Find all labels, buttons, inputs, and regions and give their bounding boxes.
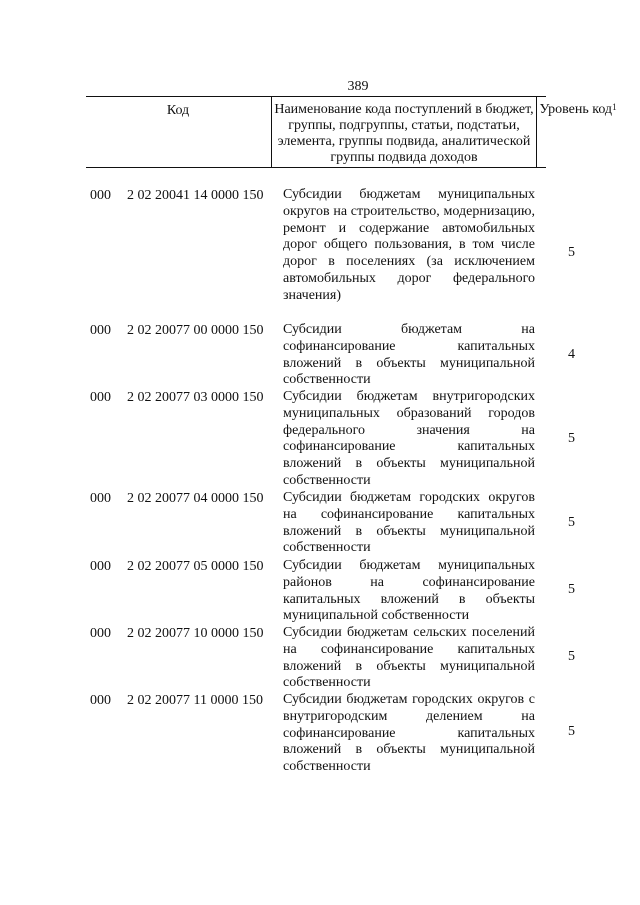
row-name: Субсидии бюджетам городских округов на софинансирование капитальных вложений в объекты муниципальной собственности: [283, 490, 535, 556]
row-code: 2 02 20041 14 0000 150: [127, 188, 264, 203]
row-name: Субсидии бюджетам на софинансирование капитальных вложений в объекты муниципальной собственности: [283, 322, 535, 388]
row-name: Субсидии бюджетам городских округов с внутригородским делением на софинансирование капитальных вложений в объекты муниципальной собственности: [283, 692, 535, 775]
row-name: Субсидии бюджетам муниципальных округов на строительство, модернизацию, ремонт и содержание автомобильных дорог общего пользования, в том числе дорог в поселениях (за исключением автомобильных дорог федерального значения): [283, 187, 535, 303]
header-level: [538, 97, 618, 167]
row-name: Субсидии бюджетам сельских поселений на софинансирование капитальных вложений в объекты муниципальной собственности: [283, 625, 535, 691]
row-prefix: 000: [90, 491, 111, 506]
header-level-footnote: 1: [612, 102, 617, 112]
header-level-text: Уровень код: [539, 102, 613, 117]
table-header: [86, 96, 617, 168]
row-code: 2 02 20077 05 0000 150: [127, 559, 264, 574]
row-level: 5: [568, 649, 575, 664]
row-level: 5: [568, 245, 575, 260]
row-level: 5: [568, 582, 575, 597]
row-code: 2 02 20077 04 0000 150: [127, 491, 264, 506]
row-level: 5: [568, 431, 575, 446]
row-prefix: 000: [90, 559, 111, 574]
row-name: Субсидии бюджетам муниципальных районов на софинансирование капитальных вложений в объекты муниципальной собственности: [283, 558, 535, 624]
header-name: Наименование кода поступлений в бюджет, группы, подгруппы, статьи, подстатьи, элемента, группы подвида, аналитической группы подвида доходов: [271, 97, 537, 167]
row-level: 5: [568, 724, 575, 739]
row-level: 4: [568, 347, 575, 362]
row-prefix: 000: [90, 188, 111, 203]
row-prefix: 000: [90, 693, 111, 708]
page-number: 389: [347, 79, 369, 94]
row-code: 2 02 20077 03 0000 150: [127, 390, 264, 405]
row-code: 2 02 20077 00 0000 150: [127, 323, 264, 338]
row-code: 2 02 20077 11 0000 150: [127, 693, 263, 708]
row-code: 2 02 20077 10 0000 150: [127, 626, 264, 641]
row-prefix: 000: [90, 390, 111, 405]
row-name: Субсидии бюджетам внутригородских муниципальных образований городов федерального значения на софинансирование капитальных вложений в объекты муниципальной собственности: [283, 389, 535, 488]
row-prefix: 000: [90, 626, 111, 641]
header-code: Код: [166, 103, 190, 118]
row-level: 5: [568, 515, 575, 530]
row-prefix: 000: [90, 323, 111, 338]
